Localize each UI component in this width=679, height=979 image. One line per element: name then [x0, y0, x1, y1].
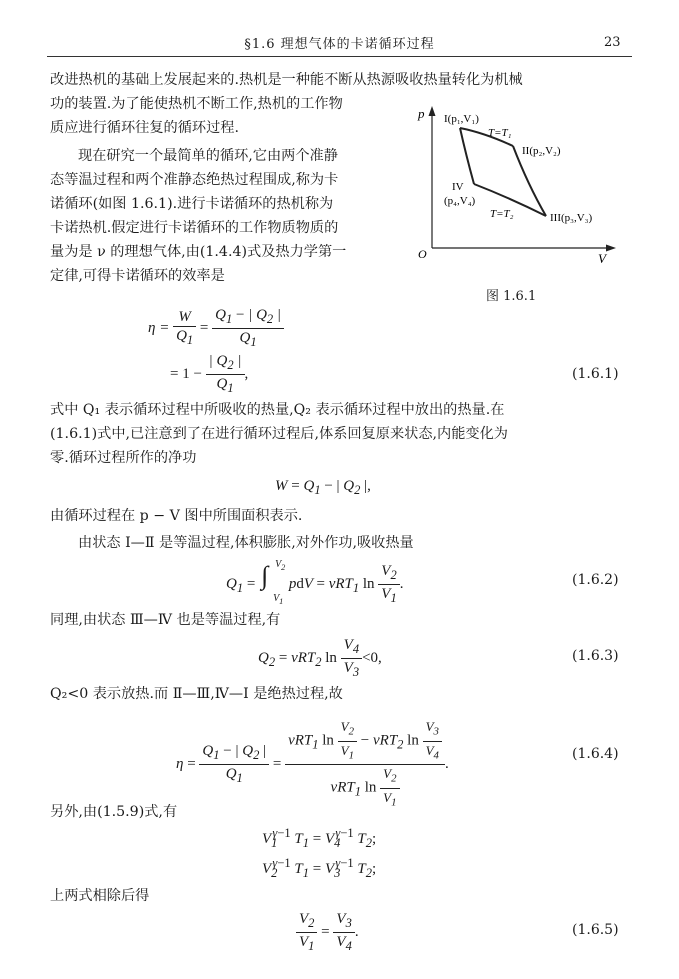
isotherm-T1-label: T=T₁ [488, 127, 512, 139]
text-line: 改进热机的基础上发展起来的.热机是一种能不断从热源吸收热量转化为机械 [50, 72, 523, 88]
equation-1-6-1-line2: = 1 − $\frac{| Q_2 |}{Q_1}$ , [170, 353, 249, 395]
paragraph-isotherm-12 [50, 531, 632, 555]
equation-1-6-3: $Q_2 = \nu RT_2$ ln $\frac{V_4}{V_3}$ <0, [258, 637, 382, 679]
equation-number: (1.6.1) [572, 366, 619, 382]
text-line: 同理,由状态 Ⅲ—Ⅳ 也是等温过程,有 [50, 612, 281, 628]
equation-number: (1.6.4) [572, 746, 619, 762]
figure-caption: 图 1.6.1 [486, 289, 537, 304]
equation-1-6-4: η = $\frac{Q_1 - | Q_2 |}{Q_1}$ = νRT$_1$ ln $\frac{V_2}{V_1}$ − νRT$_2$ ln $\frac{V_3}{V_4}$ νRT$_1$ ln $\frac{V_2}{V_1}$ . [176, 719, 449, 809]
equation-1-6-2: $Q_1$ = ∫ $V_2$ $V_1$ pdV = νRT$_1$ ln $\frac{V_2}{V_1}$ . [226, 558, 404, 606]
paragraph-heat [50, 398, 632, 470]
equation-1-6-1-line1: η = $\frac{W}{Q_1}$ = $\frac{Q_1 - | Q_2 |}{Q_1}$ [148, 306, 284, 351]
state-IV-coords: (p₄,V₄) [444, 195, 476, 207]
text-line: 式中 Q₁ 表示循环过程中所吸收的热量,Q₂ 表示循环过程中放出的热量.在 [50, 402, 505, 418]
equation-number: (1.6.5) [572, 922, 619, 938]
text-line: 另外,由(1.5.9)式,有 [50, 804, 178, 820]
paragraph-area [50, 504, 632, 528]
header-rule [47, 56, 632, 57]
paragraph-intro [50, 68, 632, 92]
equation-number: (1.6.3) [572, 648, 619, 664]
text-line: 功的装置.为了能使热机不断工作,热机的工作物 [50, 96, 343, 112]
paragraph-divide [50, 884, 632, 908]
text-line: 量为是 ν 的理想气体,由(1.4.4)式及热力学第一 [50, 244, 347, 260]
state-II-label: II(p₂,V₂) [522, 145, 561, 157]
running-title: §1.6 理想气体的卡诺循环过程 [244, 37, 435, 52]
paragraph-reference [50, 800, 632, 824]
text-line: 由状态 Ⅰ—Ⅱ 是等温过程,体积膨胀,对外作功,吸收热量 [78, 535, 414, 551]
equation-1-6-5: $\frac{V_2}{V_1}$ = $\frac{V_3}{V_4}$ . [296, 910, 359, 955]
paragraph-isotherm-34 [50, 608, 632, 632]
text-line: 质应进行循环往复的循环过程. [50, 120, 239, 136]
text-line: 现在研究一个最简单的循环,它由两个准静 [78, 148, 338, 164]
text-line: (1.6.1)式中,已注意到了在进行循环过程后,体系回复原来状态,内能变化为 [50, 426, 508, 442]
v-axis-label: V [598, 251, 606, 266]
equation-adiabat-2: $V_2^{\gamma-1}$ $T_1 = V_3^{\gamma-1}$ $T_2$; [262, 856, 377, 880]
origin-label: O [418, 247, 427, 261]
text-line: 由循环过程在 p − V 图中所围面积表示. [50, 508, 303, 524]
paragraph-carnot [50, 144, 410, 288]
state-I-label: I(p₁,V₁) [444, 113, 479, 125]
text-line: Q₂<0 表示放热.而 Ⅱ—Ⅲ,Ⅳ—Ⅰ 是绝热过程,故 [50, 686, 343, 702]
page-number: 23 [604, 35, 621, 50]
text-line: 态等温过程和两个准静态绝热过程围成,称为卡 [50, 172, 339, 188]
text-line: 零.循环过程所作的净功 [50, 450, 197, 466]
state-IV-label: IV [452, 181, 464, 193]
equation-net-work: $W = Q_1$ − | $Q_2$ |, [275, 478, 371, 497]
state-III-label: III(p₃,V₃) [550, 212, 593, 224]
v-axis-arrow-icon [606, 245, 616, 252]
paragraph-intro-cont [50, 92, 410, 140]
text-line: 定律,可得卡诺循环的效率是 [50, 268, 225, 284]
pv-diagram-figure [410, 100, 630, 270]
p-axis-arrow-icon [429, 106, 436, 116]
text-line: 卡诺热机.假定进行卡诺循环的工作物质物质的 [50, 220, 339, 236]
paragraph-adiabatic [50, 682, 632, 706]
p-axis-label: p [418, 106, 425, 121]
equation-number: (1.6.2) [572, 572, 619, 588]
adiabat-IV-I [460, 128, 474, 184]
text-line: 上两式相除后得 [50, 888, 150, 904]
equation-adiabat-1: $V_1^{\gamma-1}$ $T_1 = V_4^{\gamma-1}$ $T_2$; [262, 826, 377, 850]
isotherm-T2-label: T=T₂ [490, 208, 514, 220]
text-line: 诺循环(如图 1.6.1).进行卡诺循环的热机称为 [50, 196, 334, 212]
